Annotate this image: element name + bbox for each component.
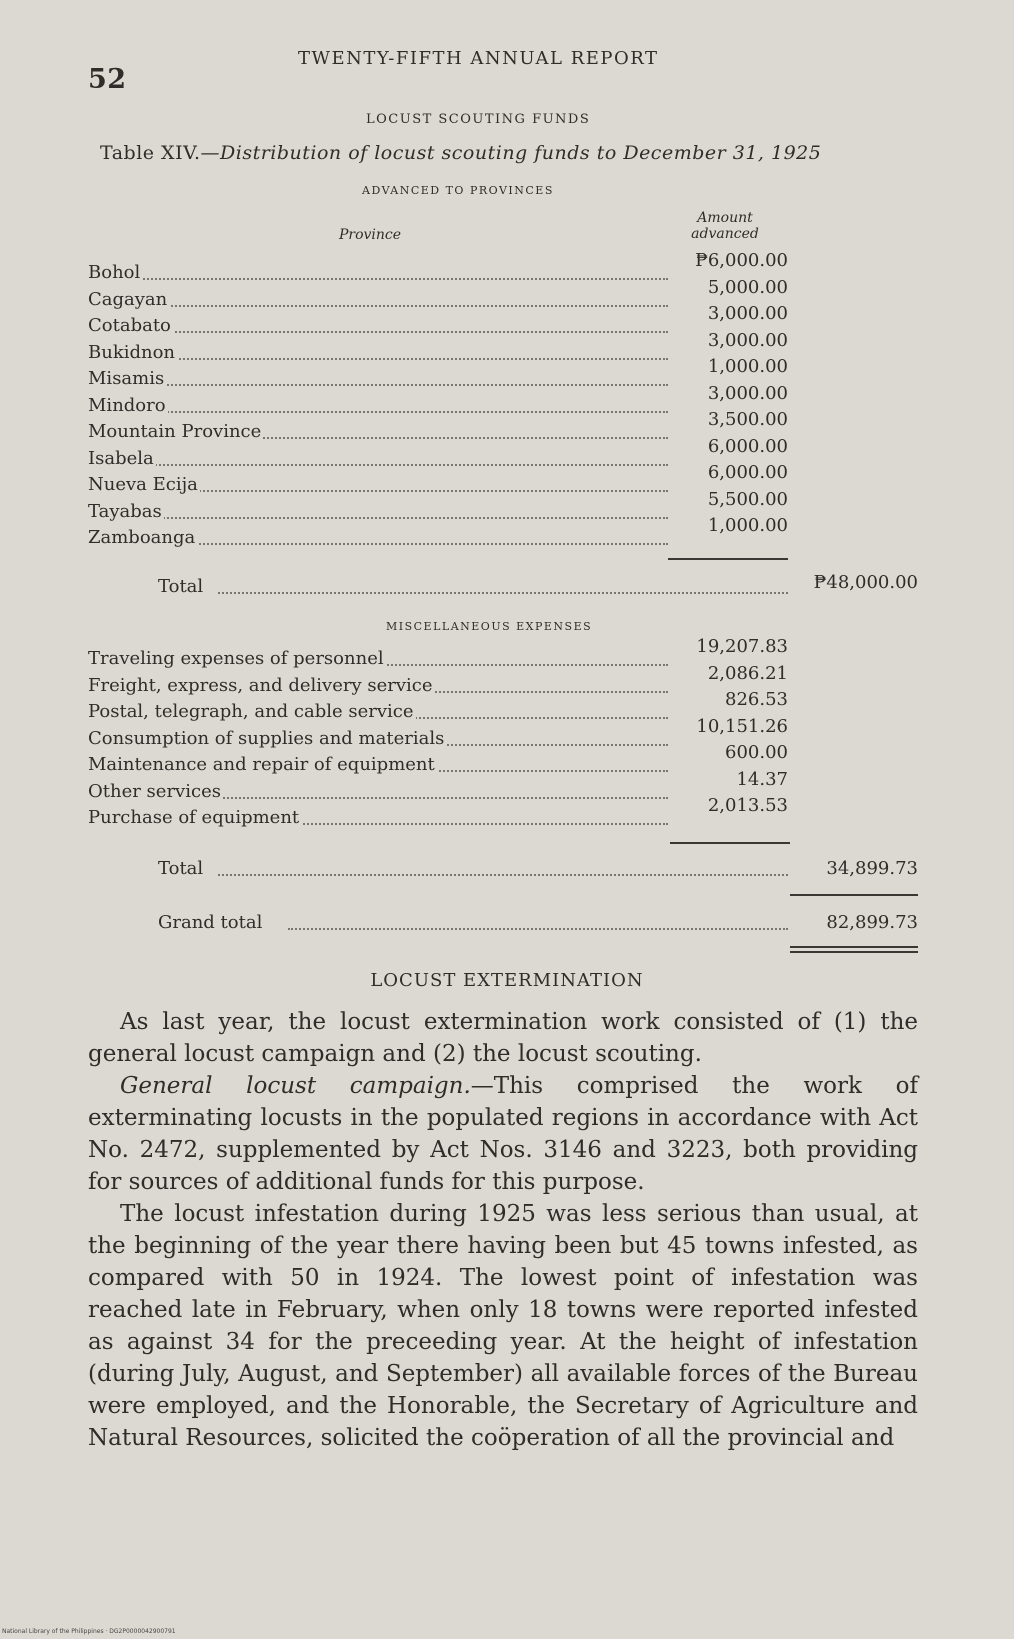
- row-amount: 5,000.00: [707, 276, 788, 298]
- misc-total-value: 34,899.73: [826, 858, 918, 879]
- grand-total-label: Grand total: [158, 910, 264, 936]
- row-amount: 10,151.26: [696, 715, 788, 737]
- row-label: Postal, telegraph, and cable service: [88, 699, 416, 725]
- table-row: [88, 805, 668, 831]
- row-label: Mindoro: [88, 393, 168, 419]
- table-row: [88, 726, 668, 752]
- row-amount: 5,500.00: [707, 488, 788, 510]
- body-text: [88, 1006, 918, 1454]
- row-label: Nueva Ecija: [88, 472, 200, 498]
- leader-dots: [218, 874, 788, 876]
- row-amount: 3,500.00: [707, 409, 788, 430]
- leader-dots: [88, 305, 668, 307]
- row-amount: 6,000.00: [707, 435, 788, 457]
- row-label: Mountain Province: [88, 419, 263, 445]
- row-label: Tayabas: [88, 499, 164, 525]
- row-amount: 600.00: [725, 742, 788, 763]
- leader-dots: [88, 517, 668, 519]
- table-title: [100, 142, 821, 164]
- row-amount: 2,086.21: [707, 662, 788, 684]
- row-amount: ₱6,000.00: [695, 250, 788, 271]
- grand-total-row: [158, 910, 788, 936]
- paragraph-2: [88, 1070, 918, 1198]
- provinces-total-row: [158, 574, 788, 600]
- row-label: Cotabato: [88, 313, 173, 339]
- table-row: [88, 366, 668, 392]
- section-heading-extermination: LOCUST EXTERMINATION: [370, 970, 644, 991]
- row-label: Maintenance and repair of equipment: [88, 752, 437, 778]
- row-label: Bohol: [88, 260, 142, 286]
- subheading-misc: MISCELLANEOUS EXPENSES: [386, 620, 593, 633]
- footer-tag: National Library of the Philippines · DG2P0000042900791: [2, 1628, 176, 1635]
- row-label: Cagayan: [88, 287, 169, 313]
- row-amount: 1,000.00: [707, 515, 788, 536]
- running-head: TWENTY-FIFTH ANNUAL REPORT: [298, 48, 659, 69]
- table-row: [88, 340, 668, 366]
- leader-dots: [88, 411, 668, 413]
- provinces-total-label: Total: [158, 574, 205, 600]
- row-amount: 6,000.00: [707, 462, 788, 483]
- provinces-total-value: ₱48,000.00: [813, 572, 918, 593]
- row-amount: 3,000.00: [707, 303, 788, 324]
- paragraph-1: As last year, the locust extermination work consisted of (1) the general locust campaign and (2) the locust scouting.: [88, 1009, 918, 1067]
- row-label: Other services: [88, 779, 223, 805]
- table-row: [88, 499, 668, 525]
- row-amount: 2,013.53: [707, 795, 788, 816]
- row-label: Bukidnon: [88, 340, 177, 366]
- table-row: [88, 260, 668, 286]
- leader-dots: [88, 331, 668, 333]
- row-amount: 19,207.83: [696, 636, 788, 657]
- row-label: Zamboanga: [88, 525, 197, 551]
- table-row: [88, 393, 668, 419]
- misc-subtotal-rule: [670, 842, 790, 844]
- table-row: [88, 472, 668, 498]
- row-label: Isabela: [88, 446, 156, 472]
- leader-dots: [288, 928, 788, 930]
- grand-total-value: 82,899.73: [826, 912, 918, 933]
- row-label: Traveling expenses of personnel: [88, 646, 386, 672]
- paragraph-3: The locust infestation during 1925 was less serious than usual, at the beginning of the year there having been but 45 towns infested, as compared with 50 in 1924. The lowest point of infestation was reached late in February, when only 18 towns were reported infested as against 34 for the preceeding year. At the height of infestation (during July, August, and September) all available forces of the Bureau were employed, and the Honorable, the Secretary of Agriculture and Natural Resources, solicited the coöperation of all the provincial and: [88, 1201, 918, 1451]
- leader-dots: [88, 464, 668, 466]
- table-row: [88, 699, 668, 725]
- table-caption: Distribution of locust scouting funds to December 31, 1925: [220, 142, 822, 164]
- subtotal-rule: [668, 558, 788, 560]
- table-label: Table XIV.—: [100, 142, 221, 164]
- grand-total-double-rule: [790, 946, 918, 953]
- row-amount: 1,000.00: [707, 356, 788, 377]
- page-number: 52: [88, 64, 127, 95]
- table-row: [88, 287, 668, 313]
- paragraph-2-lead: General locust campaign.: [120, 1073, 471, 1099]
- leader-dots: [88, 278, 668, 280]
- table-row: [88, 313, 668, 339]
- column-header-province: Province: [338, 227, 402, 243]
- row-amount: 14.37: [736, 768, 788, 790]
- row-amount: 3,000.00: [707, 382, 788, 404]
- table-row: [88, 525, 668, 551]
- grand-total-rule: [790, 894, 918, 896]
- table-row: [88, 646, 668, 672]
- table-row: [88, 446, 668, 472]
- misc-total-label: Total: [158, 856, 205, 882]
- table-row: [88, 673, 668, 699]
- row-amount: 826.53: [725, 689, 788, 710]
- table-row: [88, 752, 668, 778]
- subheading-provinces: ADVANCED TO PROVINCES: [362, 184, 554, 197]
- row-label: Consumption of supplies and materials: [88, 726, 446, 752]
- table-row: [88, 419, 668, 445]
- section-title-funds: LOCUST SCOUTING FUNDS: [366, 112, 591, 127]
- misc-total-row: [158, 856, 788, 882]
- row-amount: 3,000.00: [707, 329, 788, 351]
- column-header-amount: Amount advanced: [691, 210, 759, 242]
- table-row: [88, 779, 668, 805]
- leader-dots: [218, 592, 788, 594]
- paragraph-2-text: —This comprised the work of exterminating locusts in the populated regions in accordance with Act No. 2472, supplemented by Act Nos. 3146 and 3223, both providing for sources of additional funds for this purpose.: [88, 1073, 918, 1195]
- row-label: Freight, express, and delivery service: [88, 673, 435, 699]
- row-label: Purchase of equipment: [88, 805, 301, 831]
- row-label: Misamis: [88, 366, 166, 392]
- leader-dots: [88, 384, 668, 386]
